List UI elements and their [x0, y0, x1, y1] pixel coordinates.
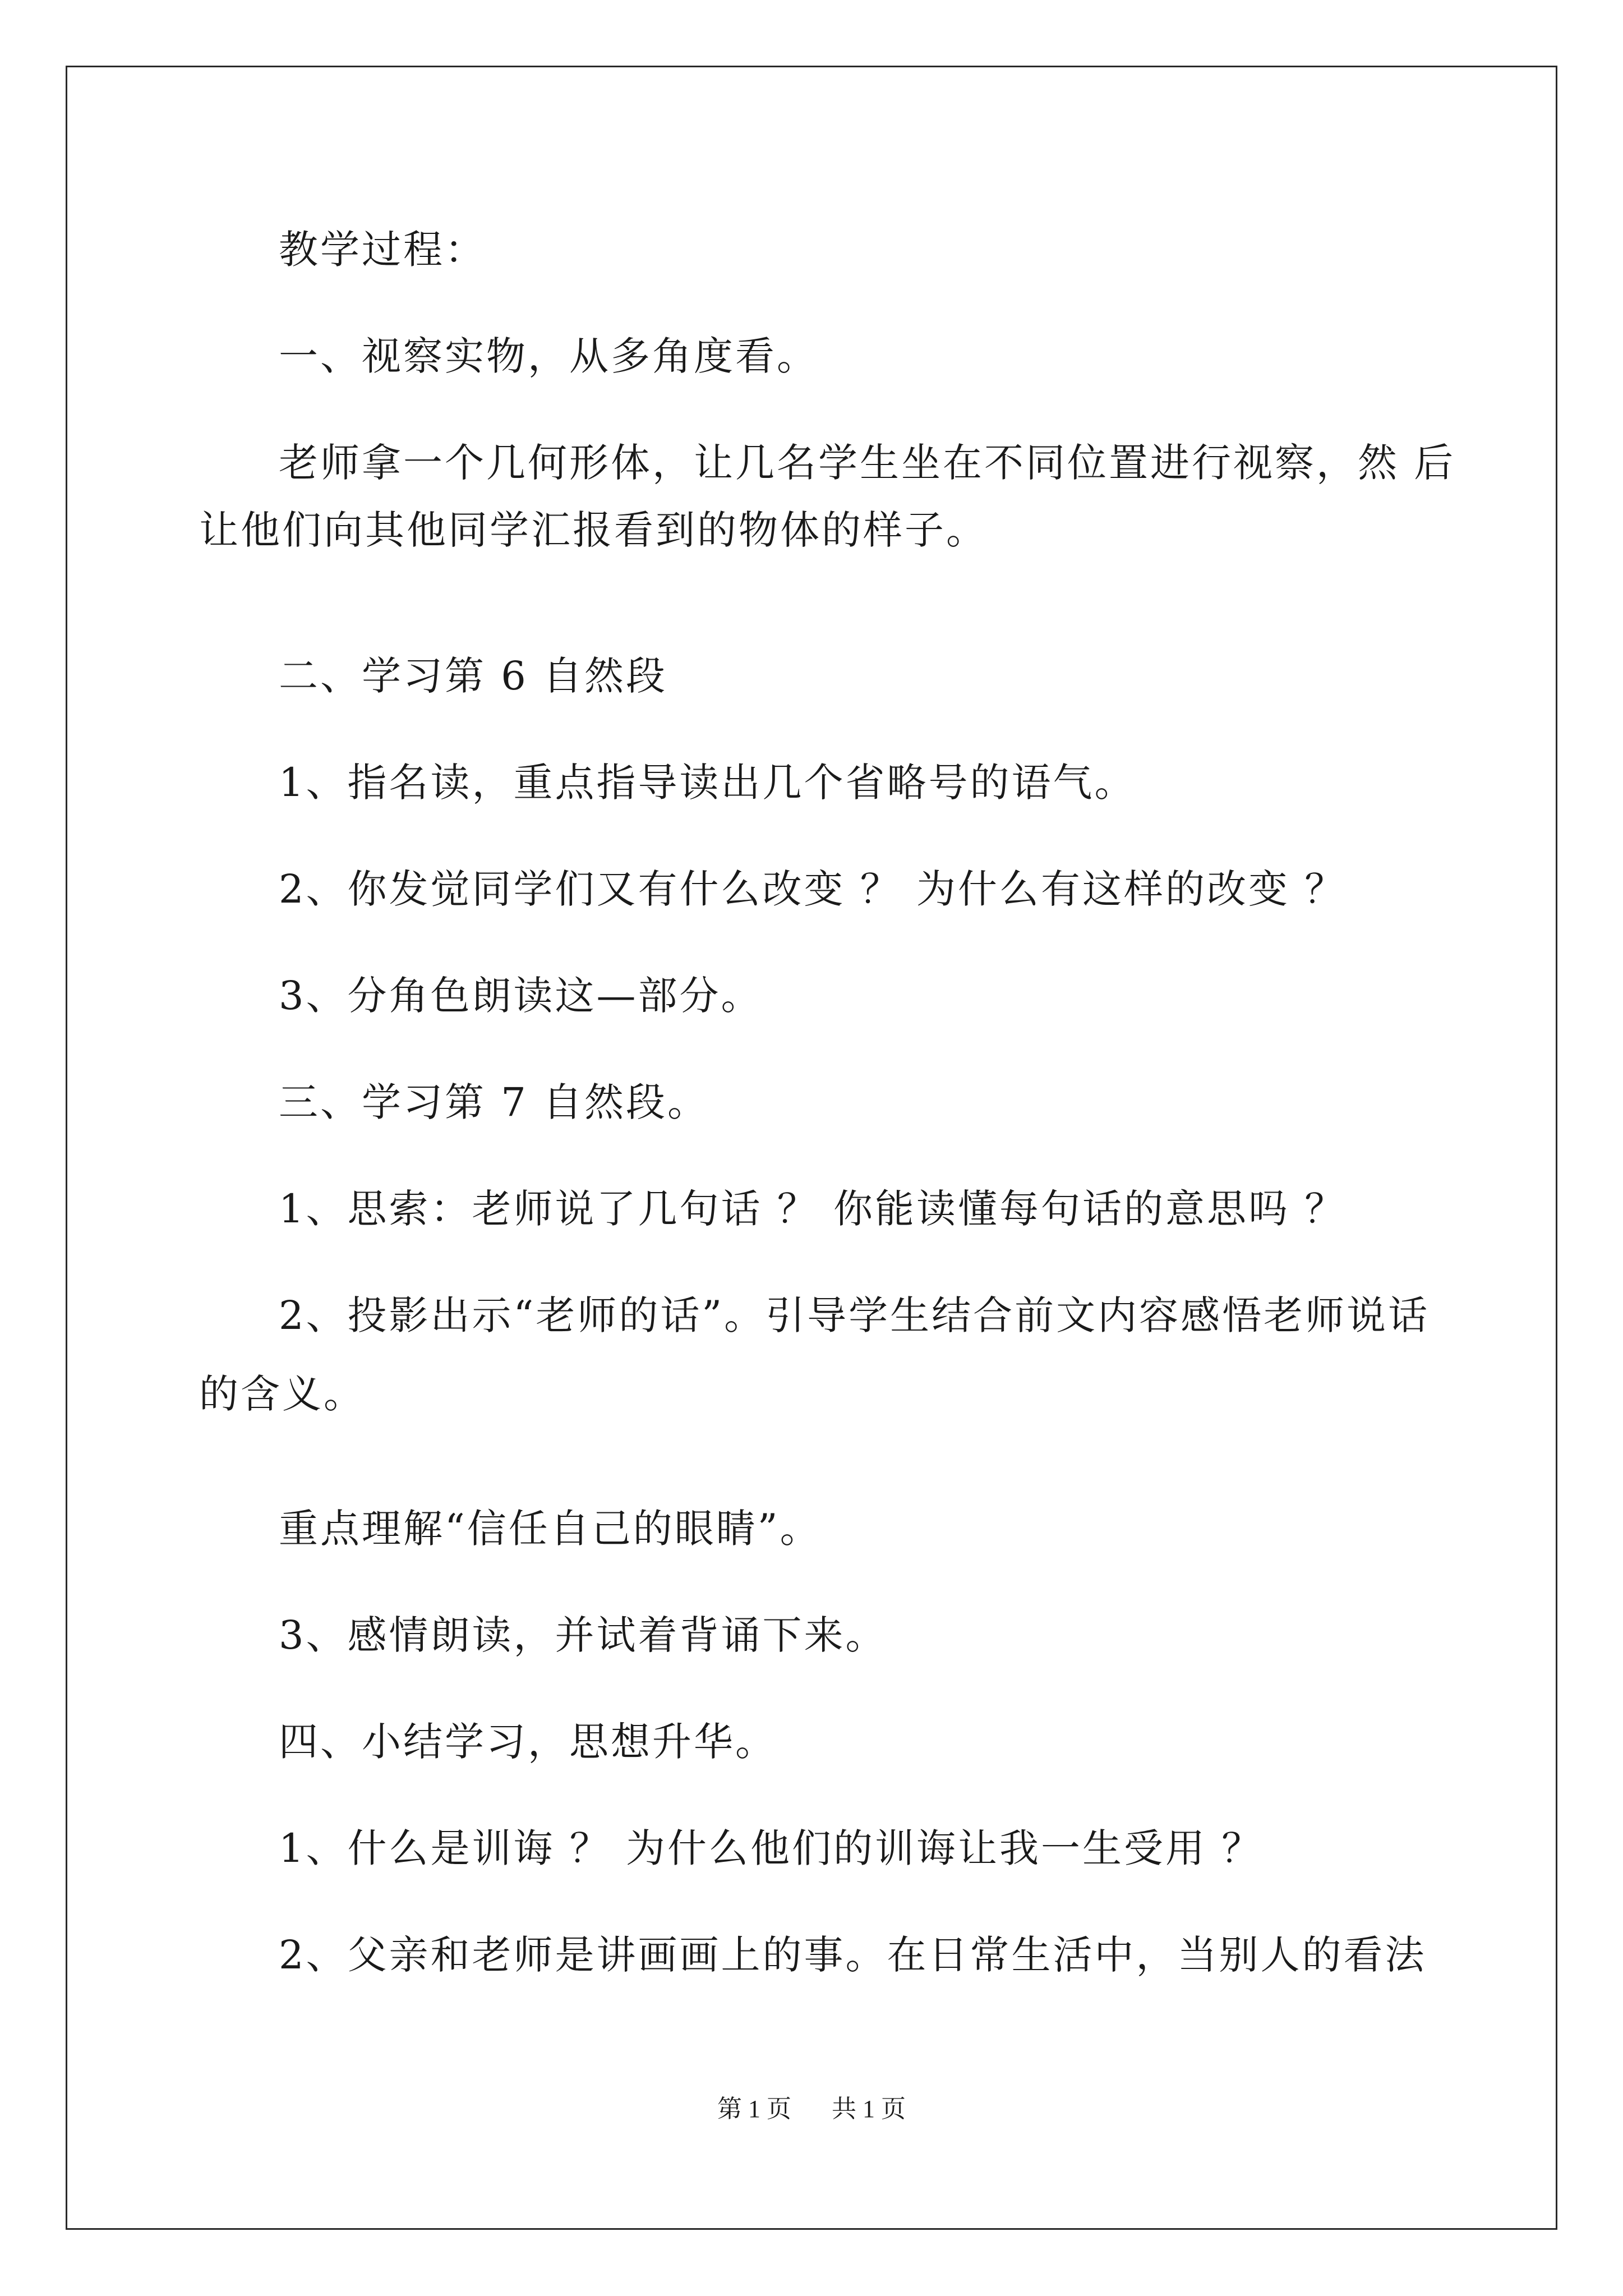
- paragraph-section-1-title: 一、视察实物，从多角度看。: [279, 333, 818, 379]
- footer-total-pages: 共 1 页: [832, 2095, 906, 2123]
- paragraph-heading-process: 教学过程：: [279, 227, 486, 273]
- paragraph-observe-line-1: [279, 438, 1456, 488]
- paragraph-item-3-2-line-1-text: 2、投影出示“老师的话”。引导学生结合前文内容感悟老师说话: [279, 1292, 1430, 1338]
- page-footer: [0, 2092, 1623, 2126]
- paragraph-section-4-title: 四、小结学习，思想升华。: [279, 1719, 777, 1765]
- paragraph-observe-line-1-text: 老师拿一个几何形体，让几名学生坐在不同位置进行视察，然 后: [279, 440, 1456, 486]
- paragraph-item-3-2-line-2: 的含义。: [199, 1371, 365, 1417]
- paragraph-section-2-title: 二、学习第 6 自然段: [279, 653, 668, 699]
- paragraph-observe-line-2: 让他们向其他同学汇报看到的物体的样子。: [199, 507, 988, 553]
- paragraph-section-3-title: 三、学习第 7 自然段。: [279, 1079, 709, 1125]
- paragraph-item-2-3: 3、分角色朗读这—部分。: [279, 973, 763, 1019]
- paragraph-item-3-3: 3、感情朗读，并试着背诵下来。: [279, 1612, 887, 1658]
- paragraph-item-3-1: 1、思索：老师说了几句话 ？ 你能读懂每句话的意思吗 ？: [279, 1186, 1347, 1232]
- paragraph-item-4-1: 1、什么是训诲 ？ 为什么他们的训诲让我一生受用 ？: [279, 1825, 1264, 1871]
- footer-page-number: 第 1 页: [717, 2095, 791, 2123]
- paragraph-item-4-2: 2、父亲和老师是讲画画上的事。在日常生活中，当别人的看法: [279, 1932, 1427, 1978]
- page-border: [66, 66, 1557, 2230]
- paragraph-key-understanding: 重点理解“信任自己的眼睛”。: [279, 1506, 822, 1552]
- paragraph-item-3-2-line-1: [279, 1290, 1430, 1341]
- paragraph-item-2-1: 1、指名读，重点指导读出几个省略号的语气。: [279, 760, 1136, 806]
- paragraph-item-2-2: 2、你发觉同学们又有什么改变 ？ 为什么有这样的改变 ？: [279, 866, 1347, 912]
